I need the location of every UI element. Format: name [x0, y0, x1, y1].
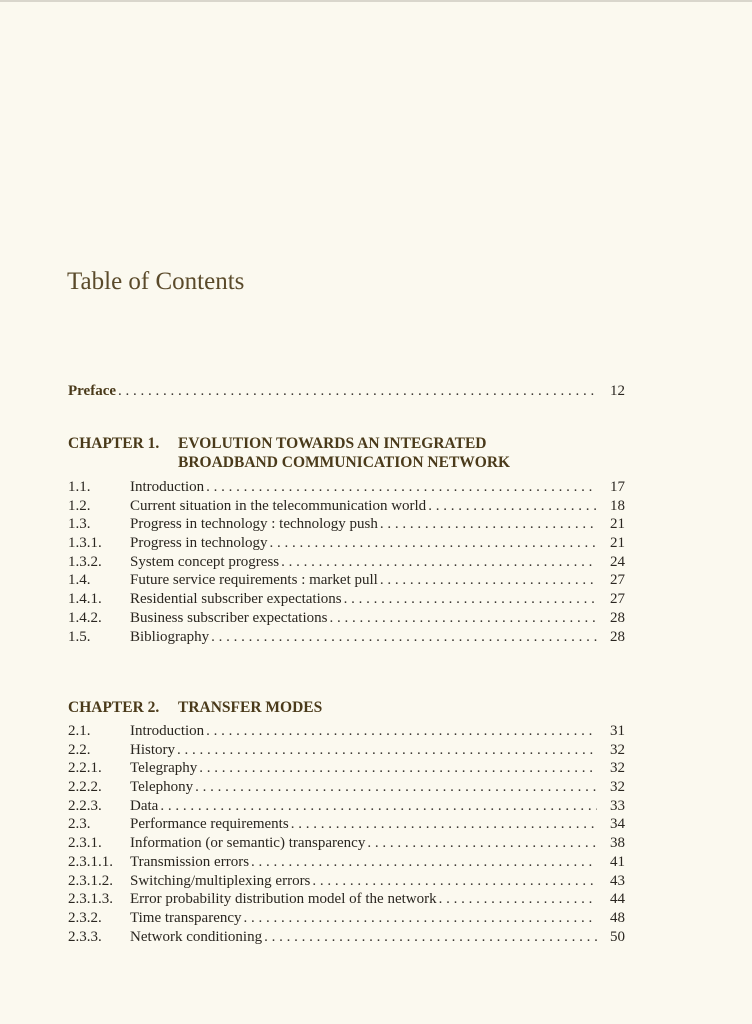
- entry-page-number: 32: [610, 779, 625, 796]
- dot-leader: [269, 534, 597, 553]
- entry-page-number: 50: [610, 928, 625, 945]
- dot-leader: [380, 571, 597, 590]
- toc-entry-preface[interactable]: [68, 381, 625, 401]
- entry-page-number: 12: [610, 383, 625, 399]
- entry-page-number: 17: [610, 479, 625, 495]
- dot-leader: [367, 834, 597, 853]
- section-number: 2.3.1.2.: [68, 872, 113, 889]
- section-number: 2.3.2.: [68, 909, 102, 926]
- dot-leader: [199, 759, 597, 778]
- toc-entry[interactable]: [68, 515, 625, 534]
- section-number: 2.3.3.: [68, 928, 102, 945]
- section-number: 1.3.1.: [68, 535, 102, 552]
- section-number: 1.4.2.: [68, 609, 102, 626]
- section-number: 2.3.: [68, 816, 91, 833]
- entry-page-number: 48: [610, 909, 625, 926]
- dot-leader: [439, 890, 597, 909]
- toc-entry[interactable]: [68, 872, 625, 891]
- entry-page-number: 38: [610, 835, 625, 852]
- section-number: 1.4.: [68, 572, 91, 589]
- entry-page-number: 33: [610, 797, 625, 814]
- entry-title: Current situation in the telecommunication world: [130, 497, 427, 514]
- section-number: 1.3.2.: [68, 553, 102, 570]
- section-number: 2.1.: [68, 723, 91, 739]
- toc-entry[interactable]: [68, 909, 625, 928]
- entry-page-number: 43: [610, 872, 625, 889]
- entry-page-number: 24: [610, 553, 625, 570]
- dot-leader: [312, 872, 597, 891]
- chapter-entry-list: [68, 722, 625, 946]
- toc-entry[interactable]: [68, 815, 625, 834]
- section-number: 2.3.1.1.: [68, 853, 113, 870]
- entry-page-number: 28: [610, 609, 625, 626]
- chapter-title-line1: EVOLUTION TOWARDS AN INTEGRATED: [178, 435, 487, 452]
- chapter-heading: [68, 434, 510, 472]
- dot-leader: [160, 797, 597, 816]
- dot-leader: [195, 778, 597, 797]
- section-number: 1.1.: [68, 479, 91, 495]
- dot-leader: [264, 928, 597, 947]
- dot-leader: [206, 722, 597, 741]
- dot-leader: [118, 381, 597, 401]
- entry-title: Time transparency: [130, 909, 242, 926]
- dot-leader: [177, 741, 597, 760]
- toc-entry[interactable]: [68, 590, 625, 609]
- entry-title: System concept progress: [130, 553, 280, 570]
- entry-title: Telegraphy: [130, 760, 198, 777]
- section-number: 1.2.: [68, 497, 91, 514]
- entry-title: Future service requirements : market pull: [130, 572, 378, 589]
- dot-leader: [380, 515, 597, 534]
- toc-entry[interactable]: [68, 928, 625, 947]
- chapter-number: CHAPTER 2.: [68, 699, 160, 716]
- toc-entry[interactable]: [68, 834, 625, 853]
- section-number: 2.2.2.: [68, 779, 102, 796]
- toc-entry[interactable]: [68, 628, 625, 647]
- entry-title: Introduction: [130, 723, 205, 739]
- chapter-number: CHAPTER 1.: [68, 435, 160, 452]
- section-number: 2.3.1.: [68, 835, 102, 852]
- entry-page-number: 27: [610, 572, 625, 589]
- page-top-edge: [0, 0, 752, 2]
- dot-leader: [329, 609, 597, 628]
- entry-title: Business subscriber expectations: [130, 609, 328, 626]
- entry-page-number: 28: [610, 628, 625, 645]
- chapter-heading: [68, 698, 322, 717]
- section-number: 2.3.1.3.: [68, 891, 113, 908]
- entry-page-number: 41: [610, 853, 625, 870]
- entry-page-number: 32: [610, 760, 625, 777]
- toc-entry[interactable]: [68, 534, 625, 553]
- entry-page-number: 18: [610, 497, 625, 514]
- dot-leader: [428, 497, 597, 516]
- entry-title: History: [130, 741, 175, 758]
- entry-page-number: 32: [610, 741, 625, 758]
- entry-title: Telephony: [130, 779, 194, 796]
- entry-title: Network conditioning: [130, 928, 263, 945]
- section-number: 1.4.1.: [68, 591, 102, 608]
- entry-page-number: 21: [610, 516, 625, 533]
- toc-entry[interactable]: [68, 722, 625, 741]
- dot-leader: [291, 815, 597, 834]
- section-number: 2.2.3.: [68, 797, 102, 814]
- section-number: 1.3.: [68, 516, 91, 533]
- toc-entry[interactable]: [68, 890, 625, 909]
- entry-title: Bibliography: [130, 628, 210, 645]
- chapter-entry-list: [68, 478, 625, 646]
- entry-title: Progress in technology: [130, 535, 268, 552]
- chapter-title-line1: TRANSFER MODES: [178, 699, 323, 716]
- entry-page-number: 31: [610, 723, 625, 739]
- dot-leader: [344, 590, 597, 609]
- section-number: 2.2.1.: [68, 760, 102, 777]
- entry-title: Data: [130, 797, 159, 814]
- entry-page-number: 44: [610, 891, 625, 908]
- toc-entry[interactable]: [68, 797, 625, 816]
- section-number: 1.5.: [68, 628, 91, 645]
- entry-title: Error probability distribution model of the network: [130, 891, 437, 908]
- toc-entry[interactable]: [68, 609, 625, 628]
- toc-entry[interactable]: [68, 478, 625, 497]
- entry-title: Introduction: [130, 479, 205, 495]
- dot-leader: [206, 478, 597, 497]
- entry-page-number: 27: [610, 591, 625, 608]
- toc-entry[interactable]: [68, 778, 625, 797]
- toc-entry[interactable]: [68, 553, 625, 572]
- toc-entry[interactable]: [68, 853, 625, 872]
- entry-title: Switching/multiplexing errors: [130, 872, 311, 889]
- toc-entry[interactable]: [68, 759, 625, 778]
- page-title: Table of Contents: [67, 268, 245, 295]
- entry-title: Progress in technology : technology push: [130, 516, 378, 533]
- toc-entry[interactable]: [68, 571, 625, 590]
- chapter-title-line2: BROADBAND COMMUNICATION NETWORK: [178, 454, 511, 471]
- entry-title: Information (or semantic) transparency: [130, 835, 366, 852]
- dot-leader: [244, 909, 597, 928]
- toc-entry[interactable]: [68, 497, 625, 516]
- entry-page-number: 34: [610, 816, 625, 833]
- dot-leader: [251, 853, 597, 872]
- entry-title: Residential subscriber expectations: [130, 591, 342, 608]
- dot-leader: [281, 553, 597, 572]
- dot-leader: [211, 628, 597, 647]
- section-number: 2.2.: [68, 741, 91, 758]
- entry-title: Performance requirements: [130, 816, 289, 833]
- entry-title: Transmission errors: [130, 853, 250, 870]
- toc-entry[interactable]: [68, 741, 625, 760]
- entry-title: Preface: [68, 383, 117, 399]
- entry-page-number: 21: [610, 535, 625, 552]
